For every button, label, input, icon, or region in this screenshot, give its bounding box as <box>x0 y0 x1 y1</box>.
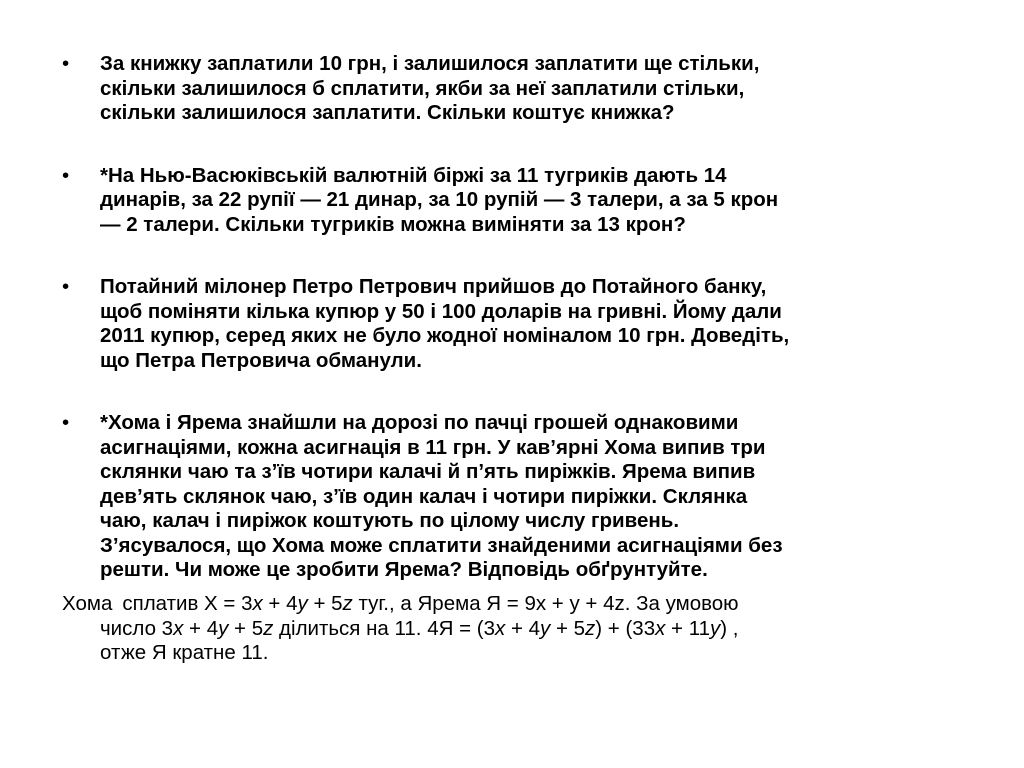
problem-text-line: Потайний мілонер Петро Петрович прийшов до Потайного банку, <box>100 275 767 298</box>
solution-text: + 5 <box>228 616 264 640</box>
variable-x: x <box>655 616 666 640</box>
solution-text: + 5 <box>307 592 343 615</box>
solution-text: + 4 <box>183 616 219 640</box>
problem-list <box>62 52 982 583</box>
problem-text-line: чаю, калач і пиріжок коштують по цілому числу гривень. <box>100 509 680 532</box>
solution-text: + 5 <box>550 616 586 640</box>
solution-text: туг., а Ярема Я = 9x + y + 4z. За умовою <box>352 592 739 615</box>
solution-text: ділиться на 11. 4Я = (3 <box>273 616 495 640</box>
problem-text-line: 2011 купюр, серед яких не було жодної номіналом 10 грн. Доведіть, <box>100 324 790 347</box>
problem-text-line: динарів, за 22 рупії — 21 динар, за 10 рупій — 3 талери, а за 5 крон <box>100 188 779 211</box>
solution-text: + 4 <box>505 616 541 640</box>
problem-item <box>62 275 982 373</box>
problem-text-line: асигнаціями, кожна асигнація в 11 грн. У кав’ярні Хома випив три <box>100 435 766 459</box>
problem-item <box>62 411 982 583</box>
solution-text: сплатив Х = 3 <box>122 592 253 615</box>
problem-text-line: скільки залишилося заплатити. Скільки коштує книжка? <box>100 101 675 124</box>
variable-y: y <box>540 616 551 640</box>
variable-x: x <box>173 616 184 640</box>
variable-y: y <box>218 616 229 640</box>
solution-paragraph <box>62 592 982 666</box>
variable-x: x <box>252 592 263 615</box>
solution-line <box>62 641 982 666</box>
variable-z: z <box>342 592 353 615</box>
solution-text: + 4 <box>262 592 298 615</box>
problem-text-line: що Петра Петровича обманули. <box>100 348 422 372</box>
variable-y: y <box>297 592 308 615</box>
solution-line <box>62 592 982 617</box>
problem-text-line: щоб поміняти кілька купюр у 50 і 100 доларів на гривні. Йому дали <box>100 299 782 323</box>
problem-text-line: *Хома і Ярема знайшли на дорозі по пачці грошей однаковими <box>100 411 739 434</box>
problem-text-line: решти. Чи може це зробити Ярема? Відповідь обґрунтуйте. <box>100 558 708 581</box>
problem-text-line: дев’ять склянок чаю, з’їв один калач і чотири пиріжки. Склянка <box>100 484 748 508</box>
solution-text: число 3 <box>100 616 174 640</box>
variable-y: y <box>710 616 721 640</box>
variable-z: z <box>585 616 596 640</box>
problem-item <box>62 52 982 126</box>
variable-x: x <box>495 616 506 640</box>
solution-text: отже Я кратне 11. <box>100 641 269 664</box>
problem-text-line: За книжку заплатили 10 грн, і залишилося заплатити ще стільки, <box>100 52 760 75</box>
solution-text: ) + (33 <box>595 616 656 640</box>
bullet-icon: • <box>62 163 70 187</box>
bullet-icon: • <box>62 411 70 434</box>
solution-text: + 11 <box>665 616 711 640</box>
problem-text-line: скільки залишилося б сплатити, якби за неї заплатили стільки, <box>100 76 745 100</box>
bullet-icon: • <box>62 52 70 75</box>
bullet-icon: • <box>62 275 70 298</box>
problem-item <box>62 164 982 238</box>
problem-text-line: З’ясувалося, що Хома може сплатити знайденими асигнаціями без <box>100 533 783 557</box>
problem-text-line: *На Нью-Васюківській валютній біржі за 11 тугриків дають 14 <box>100 163 727 187</box>
problem-text-line: — 2 талери. Скільки тугриків можна виміняти за 13 крон? <box>100 212 686 236</box>
solution-text: Хома <box>62 592 113 615</box>
variable-z: z <box>263 616 274 640</box>
problem-text-line: склянки чаю та з’їв чотири калачі й п’ять пиріжків. Ярема випив <box>100 460 756 483</box>
solution-text: ) , <box>720 616 739 640</box>
solution-line <box>62 617 982 642</box>
